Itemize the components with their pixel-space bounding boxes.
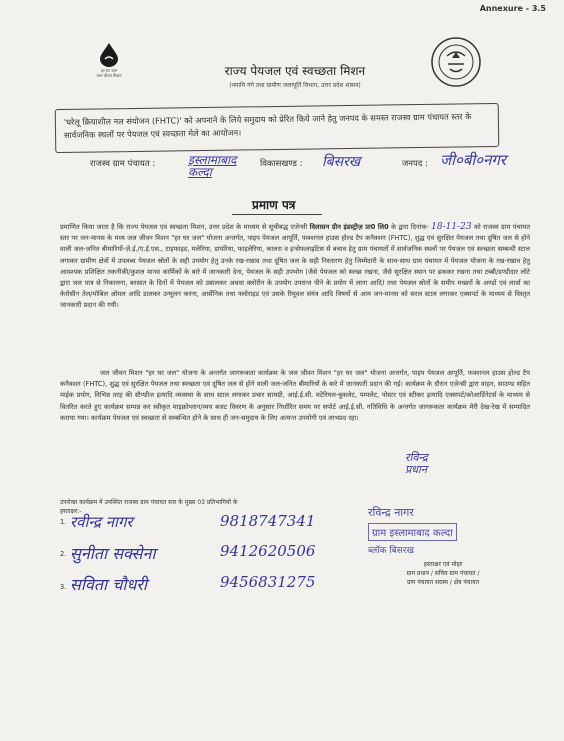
member-row (60, 542, 316, 563)
district-value: जी०बी०नगर (440, 151, 506, 169)
certificate-paragraph-2: जल जीवन मिशन "हर घर जल" योजना के अन्तर्गत जागरूकता कार्यक्रम के जल जीवन मिशन "हर घर जल" योजना अन्तर्गत, पाइप पेयजल आपूर्ति, फक्शनल हाउस होल्ड टैप कनैक्शन (FHTC), शुद्ध एवं सुरक्षित पेयजल तथा स्वच्छता एवं दूषित जल से होने वाली जल-जनित बीमारियों के बारे में जानकारी प्रदान की गई। कार्यक्रम के दौरान एजेन्सी द्वारा वाहन, साउण्ड सहित माईक प्रयोग, विभिन्न तरह की स्टैण्डीज इत्यादि व्यवस्था के साथ स्टाल लगाकर प्रचार सामग्री, आई.ई.सी. मटेरियल-बुकलेट, पम्पलेट, पोस्टर एवं स्टीकर इत्यादि एक्सपर्ट/कोआर्डिनेटर्स के माध्यम से वितरित करते हुए कार्यक्रम सम्पन्न कर स्वीकृत माइक्रोप्लान/व्यय बजट विवरण के अनुसार निर्धारित समय पर सपोर्ट आई.ई.सी. गतिविधि के अन्तर्गत जागरूकता कार्यक्रम मेरी देख-रेख में सम्पादित कराया गया। कार्यक्रम पेयजल एवं स्वच्छता से सम्बन्धित होने के साथ ही जन-समुदाय के लिए अत्यन्त उपयोगी एवं लाभप्रद रहा। (60, 369, 530, 422)
certificate-paragraph-1 (60, 222, 530, 312)
para1-body: को राजस्व ग्राम पंचायत स्तर पर जन-मानस के मध्य जल जीवन मिशन "हर घर जल" योजना अन्तर्गत, पाइप पेयजल आपूर्ति, फक्शनल हाउस होल्ड टैप कनैक्शन (FHTC), शुद्ध एवं सुरक्षित पेयजल तथा दूषित जल से होने वाली जल-जनित बीमारियों-ज़े.ई./ए.ई.एस., टाइफाइड, मलेरिया, डायरिया, फाइलेरिया, कालरा व इन्सेफलाइटिस से बचाव हेतु ग्राम पंचायतों में सार्वजनिक स्थलों पर पेयजल एवं स्वच्छता सम्बन्धी स्टाल लगाकर ग्रामीण क्षेत्रों में उपलब्ध पेयजल स्रोतों के सही उपयोग हेतु उनके रख-रखाव तथा दूषित जल के सही निस्तारण हेतु जिम्मेदारी के साथ-साथ ग्राम पंचायत में पेयजल योजना के रख-रखाव हेतु आवश्यक प्रशिक्षित तकनीकी/कुशल मानव कार्मिकों के बारे में जानकारी देना, पेयजल के सही उपभोग (जैसे पेयजल को स्वच्छ रखना, जैसे सुरक्षित स्थान पर ढककर रखना तथा टब्बी/डण्डीदार लोटे द्वारा जल पात्र से निकालना, बरसात के दिनों में पेयजल को उबालकर अथवा क्लोरीन के उपयोग उपरान्त पीने के प्रयोग में लाना आदि) तथा पेयजल स्रोतों के समीप मच्छरों के अण्डों एवं लार्वा का केरोसीन तेल/मोबिल ऑयल आदि डालकर उन्मूलन करना, आर्सेनिक तथा फ्लोराइड एवं उसके रिमूवल संयंत्र आदि विषयों से आम जन-मानस को सरल स्टाल लगाकर एक्सपर्ट के माध्यम से विस्तृत जानकारी प्रदान की गयी। (60, 223, 530, 310)
member-row (60, 573, 316, 594)
district-label: जनपद : (402, 159, 428, 169)
member-phone: 9456831275 (220, 573, 316, 591)
agency-name: विलासन ग्रीन इंडस्ट्रीज़ प्रा0 लि0 (309, 223, 389, 231)
block-label: विकासखण्ड : (260, 159, 303, 169)
water-drop-icon (97, 42, 121, 68)
members-note: उपरोक्त कार्यक्रम में उपस्थित राजस्व ग्राम पंचायत स्तर के मुख्य 03 प्रतिभागियों के हस्ताक्षर:- (60, 499, 238, 515)
block-value: बिसरख (322, 154, 361, 170)
stamp-name: रविन्द्र नागर (368, 506, 414, 519)
member-number: 2. (60, 550, 67, 558)
certificate-title: प्रमाण पत्र (252, 198, 296, 212)
member-number: 1. (60, 518, 67, 526)
title-underline (232, 214, 322, 215)
gram-panchayat-value: इस्लामाबाद कल्दा (188, 153, 237, 179)
pradhan-signature-text: रविन्द्र प्रधान (405, 451, 428, 476)
subject-box: 'घरेलू क्रियाशील नल संयोजन (FHTC)' को अपनाने के लिये समुदाय को प्रेरित किये जाने हेतु जनपद के समस्त राजस्व ग्राम पंचायत स्तर के सार्वजनिक स्थलों पर पेयजल एवं स्वच्छता मेले का आयोजन। (55, 103, 500, 153)
signature-caption: हस्ताक्षर एवं मोहर ग्राम प्रधान / सचिव ग्राम पंचायत / ग्राम पंचायत सदस्य / क्षेत्र पंचायत (406, 561, 480, 586)
pradhan-signature (405, 452, 465, 476)
stamp-block: ब्लॉक बिसरख (368, 546, 414, 556)
member-name: सविता चौधरी (70, 575, 148, 594)
logo-tagline: हर घर जल जल जीवन मिशन (96, 68, 122, 78)
stamp-village: ग्राम इस्लामाबाद कल्दा (368, 523, 457, 541)
event-date: 18-11-23 (431, 222, 472, 232)
member-name: रवीन्द्र नागर (70, 513, 133, 531)
official-stamp (368, 505, 518, 587)
member-phone: 9818747341 (220, 512, 316, 530)
member-row (60, 512, 316, 531)
member-name: सुनीता सक्सेना (70, 544, 156, 563)
organization-subtitle: (नमामि गंगे तथा ग्रामीण जलापूर्ति विभाग, उत्तर प्रदेश शासन) (229, 82, 361, 89)
para1-intro: प्रमाणित किया जाता है कि राज्य पेयजल एवं स्वच्छता मिशन, उत्तर प्रदेश के माध्यम से सूचीबद्ध एजेन्सी (60, 223, 308, 231)
member-phone: 9412620506 (220, 542, 316, 560)
annexure-label: Annexure - 3.5 (479, 4, 546, 13)
member-number: 3. (60, 583, 67, 591)
organization-header (150, 62, 440, 89)
organization-title: राज्य पेयजल एवं स्वच्छता मिशन (224, 64, 366, 78)
para1-date-label: के द्वारा दिनांक- (391, 223, 429, 231)
jal-jeevan-mission-logo (92, 42, 126, 78)
gram-panchayat-label: राजस्व ग्राम पंचायत : (90, 159, 156, 169)
